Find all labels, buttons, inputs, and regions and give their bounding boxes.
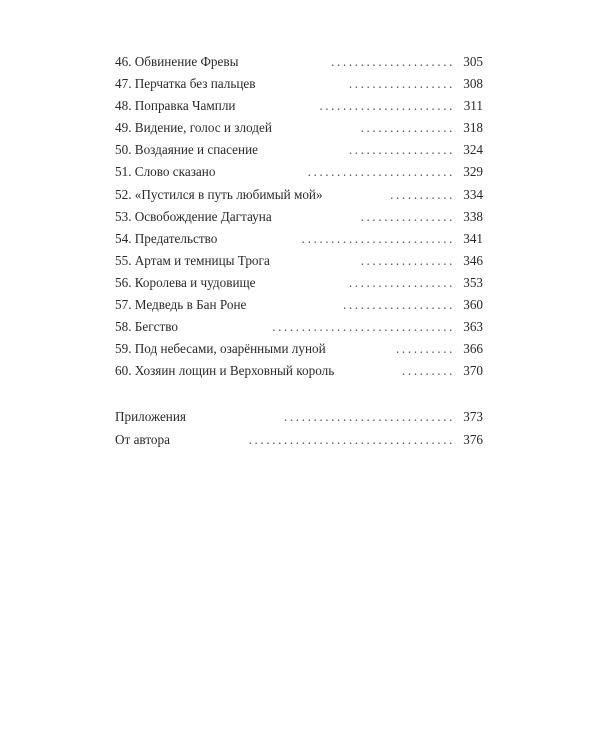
- toc-entry-title: 55. Артам и темницы Трога: [115, 251, 276, 271]
- toc-entry-author-note: [115, 430, 483, 452]
- toc-entry-title: 48. Поправка Чампли: [115, 96, 241, 116]
- toc-page-number: 366: [463, 341, 483, 357]
- toc-leader-dots: ................: [360, 252, 455, 268]
- toc-entry: [115, 361, 483, 383]
- toc-leader-dots: .........................: [307, 164, 455, 180]
- toc-page-number: 318: [463, 120, 483, 136]
- toc-entry-title: 47. Перчатка без пальцев: [115, 74, 262, 94]
- toc-leader-dots: ..........................: [301, 230, 455, 246]
- toc-entry: [115, 229, 483, 251]
- toc-leader-dots: .....................: [331, 54, 455, 69]
- toc-leader-dots: .......................: [319, 98, 455, 114]
- toc-entry: [115, 251, 483, 273]
- toc-entry: [115, 162, 483, 184]
- toc-page-number: 341: [463, 230, 483, 246]
- toc-entry-title: 56. Королева и чудовище: [115, 273, 262, 293]
- table-of-contents: [115, 52, 483, 452]
- toc-entry-title: 50. Воздаяние и спасение: [115, 140, 264, 160]
- toc-entry-title: 51. Слово сказано: [115, 162, 221, 182]
- toc-leader-dots: ................: [360, 208, 455, 224]
- toc-entry: [115, 295, 483, 317]
- toc-leader-dots: ...................................: [248, 431, 455, 447]
- toc-page-number: 373: [463, 409, 483, 425]
- toc-leader-dots: ...........: [390, 186, 455, 202]
- toc-entry: [115, 273, 483, 295]
- toc-page-number: 360: [463, 297, 483, 313]
- toc-page-number: 305: [463, 54, 483, 69]
- toc-leader-dots: ...............................: [272, 319, 455, 335]
- toc-leader-dots: ..........: [396, 341, 455, 357]
- toc-leader-dots: ................: [360, 120, 455, 136]
- toc-page-number: 370: [463, 363, 483, 379]
- toc-page-number: 324: [463, 142, 483, 158]
- toc-page-number: 329: [463, 164, 483, 180]
- toc-entry-appendix: [115, 407, 483, 429]
- toc-entry-title: 60. Хозяин лощин и Верховный король: [115, 361, 340, 381]
- toc-entry-title: 49. Видение, голос и злодей: [115, 118, 278, 138]
- toc-entry-title: 54. Предательство: [115, 229, 223, 249]
- toc-page-number: 338: [463, 208, 483, 224]
- toc-entry: [115, 52, 483, 74]
- toc-entry-title: 52. «Пустился в путь любимый мой»: [115, 185, 329, 205]
- toc-entry-title: 58. Бегство: [115, 317, 184, 337]
- toc-entry: [115, 185, 483, 207]
- toc-entry: [115, 339, 483, 361]
- toc-entry: [115, 140, 483, 162]
- toc-entry: [115, 96, 483, 118]
- toc-page-number: 334: [463, 186, 483, 202]
- toc-leader-dots: .........: [401, 363, 455, 379]
- toc-page-number: 353: [463, 274, 483, 290]
- toc-page-number: 311: [463, 98, 483, 114]
- toc-entry: [115, 317, 483, 339]
- toc-leader-dots: ..................: [348, 274, 455, 290]
- toc-entry-title: 57. Медведь в Бан Роне: [115, 295, 252, 315]
- toc-page-number: 308: [463, 76, 483, 92]
- toc-page-number: 346: [463, 252, 483, 268]
- toc-entry-title: 59. Под небесами, озарёнными луной: [115, 339, 332, 359]
- toc-entry-title: 46. Обвинение Фревы: [115, 52, 244, 72]
- toc-entry-title: 53. Освобождение Дагтауна: [115, 207, 278, 227]
- section-spacer: [115, 383, 483, 407]
- toc-entry: [115, 118, 483, 140]
- toc-leader-dots: ...................: [342, 297, 455, 313]
- toc-entry-title: От автора: [115, 430, 176, 450]
- toc-page-number: 376: [463, 431, 483, 447]
- toc-entry-title: Приложения: [115, 407, 192, 427]
- toc-leader-dots: ..................: [348, 76, 455, 92]
- toc-page-number: 363: [463, 319, 483, 335]
- toc-leader-dots: ..................: [348, 142, 455, 158]
- toc-entry: [115, 207, 483, 229]
- toc-entry: [115, 74, 483, 96]
- toc-leader-dots: .............................: [283, 409, 455, 425]
